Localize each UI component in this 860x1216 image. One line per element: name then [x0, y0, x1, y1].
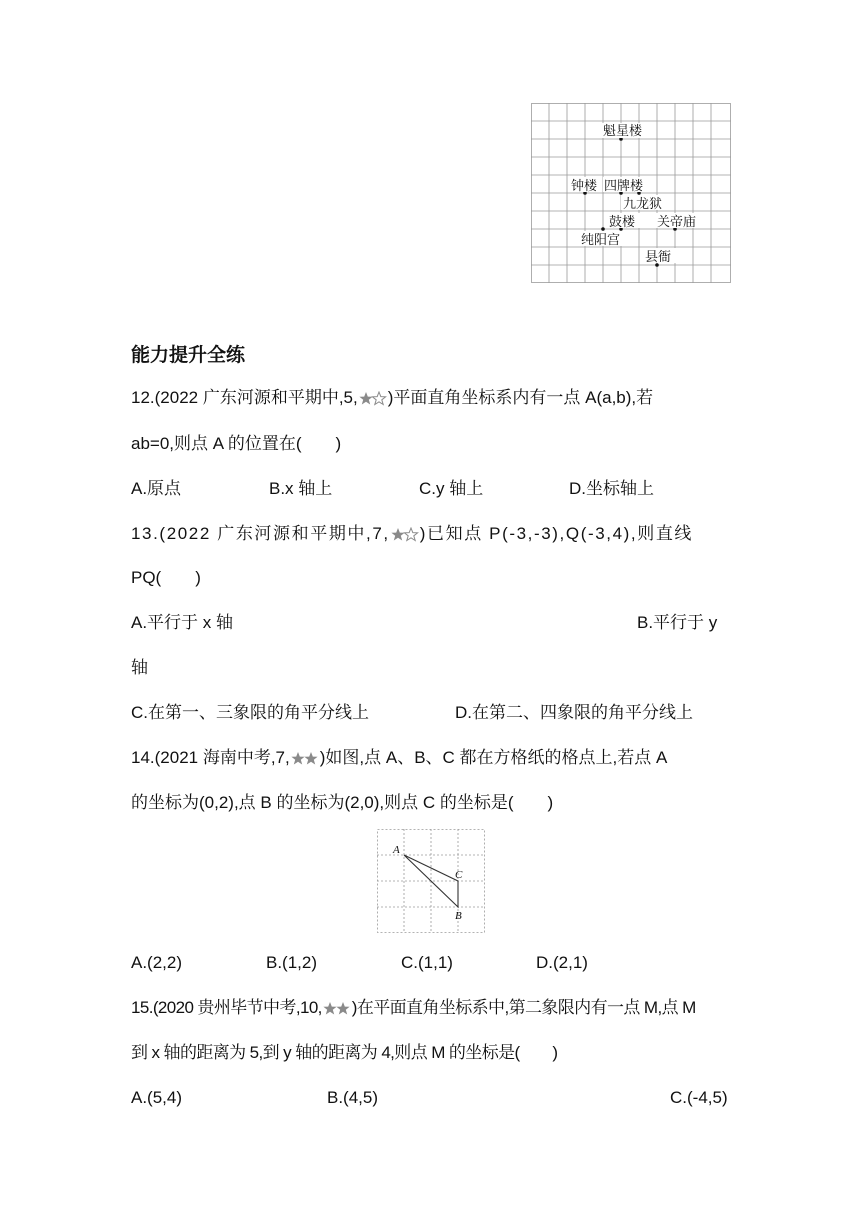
- q15-stem-line2: 到 x 轴的距离为 5,到 y 轴的距离为 4,则点 M 的坐标是( ): [131, 1043, 558, 1062]
- difficulty-stars-icon: [359, 391, 387, 407]
- label-jiulongyu: 九龙狱: [623, 196, 663, 211]
- q12-stem-line1: [131, 387, 653, 409]
- q14-option-d: D.(2,1): [536, 953, 588, 972]
- map-grid-figure: [531, 103, 731, 283]
- label-zhonglou: 钟楼: [571, 178, 598, 193]
- q12-option-a: A.原点: [131, 479, 182, 498]
- label-chunyanggong: 纯阳宫: [581, 232, 621, 247]
- q14-prefix: 14.(2021 海南中考,7,: [131, 748, 290, 767]
- label-xianya: 县衙: [645, 249, 672, 264]
- q14-option-c: C.(1,1): [401, 953, 453, 972]
- q15-prefix: 15.(2020 贵州毕节中考,10,: [131, 998, 322, 1017]
- q14-option-a: A.(2,2): [131, 953, 183, 972]
- q13-option-b: B.平行于 y: [637, 613, 718, 632]
- q14-point-b-label: B: [455, 910, 462, 922]
- q14-stem-line2: 的坐标为(0,2),点 B 的坐标为(2,0),则点 C 的坐标是( ): [131, 793, 554, 812]
- q14-suffix: )如图,点 A、B、C 都在方格纸的格点上,若点 A: [319, 748, 668, 767]
- difficulty-stars-icon: [323, 1001, 351, 1017]
- q13-option-a: A.平行于 x 轴: [131, 613, 234, 632]
- q15-stem-line1: [131, 997, 696, 1019]
- q12-option-d: D.坐标轴上: [569, 479, 654, 498]
- q13-stem-line2: PQ( ): [131, 568, 201, 587]
- label-sipailou: 四牌楼: [604, 178, 644, 193]
- q14-triangle-figure: [377, 829, 485, 933]
- q12-option-b: B.x 轴上: [269, 479, 333, 498]
- q15-suffix: )在平面直角坐标系中,第二象限内有一点 M,点 M: [351, 998, 696, 1017]
- label-kuixing: 魁星楼: [603, 123, 643, 138]
- q14-point-c-label: C: [455, 869, 463, 881]
- label-guandimiao: 关帝庙: [657, 214, 697, 229]
- q12-stem-line2: ab=0,则点 A 的位置在( ): [131, 434, 342, 453]
- q15-option-c: C.(-4,5): [670, 1088, 728, 1107]
- q12-suffix: )平面直角坐标系内有一点 A(a,b),若: [387, 388, 654, 407]
- difficulty-stars-icon: [391, 527, 419, 543]
- q12-option-c: C.y 轴上: [419, 479, 484, 498]
- q14-stem-line1: [131, 747, 667, 769]
- q14-option-b: B.(1,2): [266, 953, 318, 972]
- difficulty-stars-icon: [291, 751, 319, 767]
- q12-prefix: 12.(2022 广东河源和平期中,5,: [131, 388, 358, 407]
- q13-option-d: D.在第二、四象限的角平分线上: [455, 703, 693, 722]
- q13-stem-line1: [131, 523, 693, 545]
- q15-option-a: A.(5,4): [131, 1088, 183, 1107]
- q15-option-b: B.(4,5): [327, 1088, 379, 1107]
- q13-suffix: )已知点 P(-3,-3),Q(-3,4),则直线: [419, 524, 694, 543]
- q13-prefix: 13.(2022 广东河源和平期中,7,: [131, 524, 390, 543]
- q14-point-a-label: A: [393, 844, 400, 856]
- q13-option-b-wrap: 轴: [131, 658, 148, 677]
- label-gulou: 鼓楼: [609, 214, 636, 229]
- chunyanggong-dot: [601, 227, 605, 231]
- section-title: 能力提升全练: [131, 345, 246, 366]
- q13-option-c: C.在第一、三象限的角平分线上: [131, 703, 369, 722]
